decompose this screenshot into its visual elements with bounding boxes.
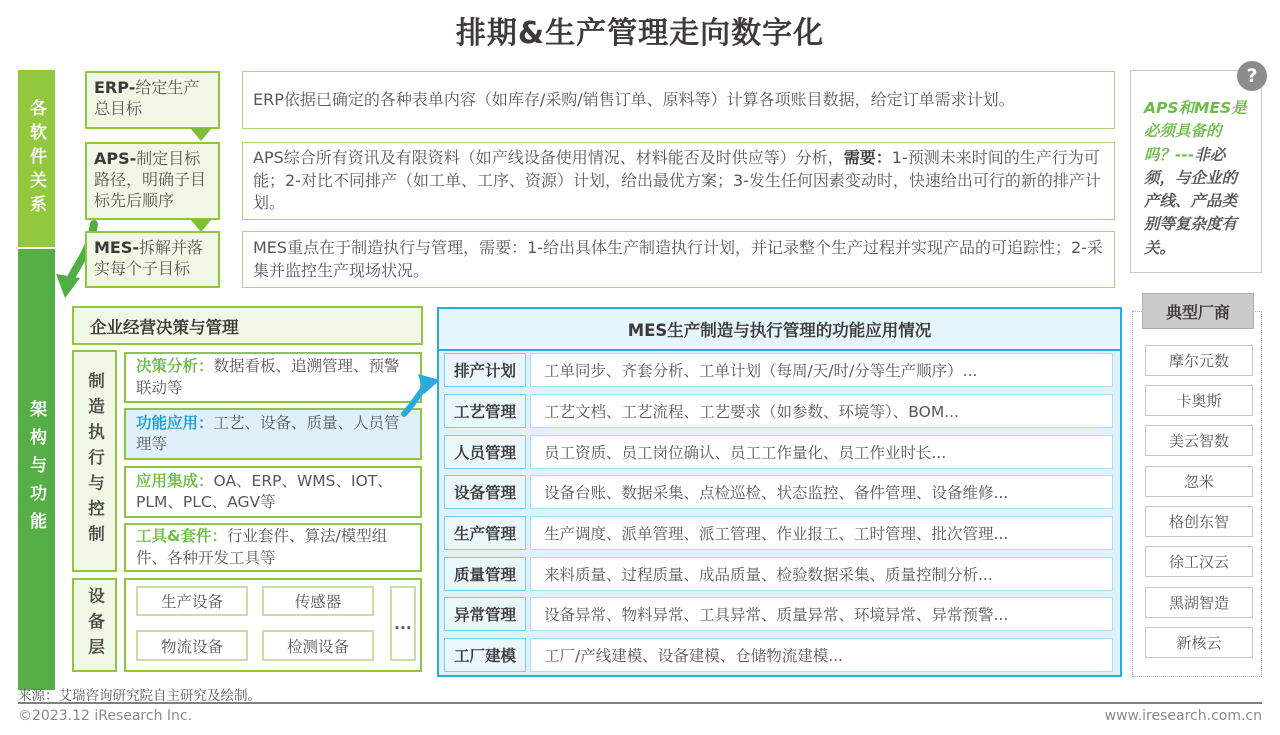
mes-label-text: 拆解并落实每个子目标	[94, 238, 204, 278]
vendor-item: 黑湖智造	[1145, 587, 1253, 618]
vendor-item: 新核云	[1145, 627, 1253, 658]
vendor-item: 卡奥斯	[1145, 385, 1253, 416]
vendor-item: 忽米	[1145, 466, 1253, 497]
mes-row-desc: 生产调度、派单管理、派工管理、作业报工、工时管理、批次管理...	[530, 516, 1113, 550]
mes-desc-box	[242, 231, 1115, 288]
erp-desc-text: ERP依据已确定的各种表单内容（如库存/采购/销售订单、原料等）计算各项账目数据，给定订单需求计划。	[253, 89, 1015, 109]
device-box: 检测设备	[262, 630, 374, 661]
question-icon: ?	[1237, 61, 1267, 91]
software-relations-bar: 各软件关系	[18, 70, 55, 247]
mes-desc-text: MES重点在于制造执行与管理，需要：1-给出具体生产制造执行计划，并记录整个生产过程并实现产品的可追踪性；2-采集并监控生产现场状况。	[253, 237, 1103, 280]
qa-question: APS和MES是必须具备的吗？---	[1144, 99, 1247, 164]
device-box: 传感器	[262, 586, 374, 616]
qa-answer: 非必须，与企业的产线、产品类别等复杂度有关。	[1144, 145, 1238, 257]
mes-row-label: 工厂建模	[444, 638, 526, 672]
triangle-down-icon	[190, 128, 212, 141]
erp-prefix: ERP-	[94, 78, 136, 97]
vendor-item: 摩尔元数	[1145, 345, 1253, 376]
layer-decision-analysis	[124, 352, 422, 403]
mes-row-label: 质量管理	[444, 557, 526, 591]
layer-desc: 数据看板、追溯管理、预警联动等	[136, 357, 400, 397]
vendor-item: 格创东智	[1145, 506, 1253, 537]
erp-label-text: 给定生产总目标	[94, 78, 200, 118]
mes-row-desc: 工艺文档、工艺流程、工艺要求（如参数、环境等）、BOM...	[530, 394, 1113, 428]
aps-desc-rest: 1-预测未来时间的生产行为可能；2-对比不同排产（如工单、工序、资源）计划，给出最优方案；3-发生任何因素变动时，快速给出可行的新的排产计划。	[253, 147, 1101, 213]
page-title: 排期&生产管理走向数字化	[455, 16, 825, 51]
erp-label-box	[85, 71, 220, 129]
mes-row-label: 人员管理	[444, 435, 526, 469]
vendor-item: 徐工汉云	[1145, 546, 1253, 577]
layer-desc: 行业套件、算法/模型组件、各种开发工具等	[136, 527, 388, 567]
aps-label-text: 制定目标路径，明确子目标先后顺序	[94, 149, 207, 210]
mes-row-desc: 员工资质、员工岗位确认、员工工作量化、员工作业时长...	[530, 435, 1113, 469]
aps-label-box	[85, 142, 220, 220]
device-box: 物流设备	[136, 630, 248, 661]
erp-desc-box	[242, 71, 1115, 129]
device-layer-label: 设备层	[72, 578, 117, 672]
layer-function-application	[124, 408, 422, 460]
mes-row-label: 排产计划	[444, 353, 526, 387]
aps-desc-bold: 需要：	[843, 147, 892, 167]
device-box: 生产设备	[136, 586, 248, 616]
mes-row-label: 生产管理	[444, 516, 526, 550]
aps-prefix: APS-	[94, 149, 137, 168]
layer-application-integration	[124, 466, 422, 518]
mes-row-desc: 来料质量、过程质量、成品质量、检验数据采集、质量控制分析...	[530, 557, 1113, 591]
footer-divider	[18, 702, 1262, 704]
mes-row-label: 设备管理	[444, 475, 526, 509]
mes-row-desc: 工厂/产线建模、设备建模、仓储物流建模...	[530, 638, 1113, 672]
layer-name: 决策分析：	[136, 357, 214, 376]
mes-prefix: MES-	[94, 238, 140, 257]
layer-tools-suites	[124, 523, 422, 572]
vendors-header: 典型厂商	[1142, 293, 1254, 329]
mes-label-box	[85, 231, 220, 288]
mes-row-desc: 工单同步、齐套分析、工单计划（每周/天/时/分等生产顺序）...	[530, 353, 1113, 387]
vendor-item: 美云智数	[1145, 425, 1253, 456]
layer-desc: OA、ERP、WMS、IOT、PLM、PLC、AGV等	[136, 471, 393, 511]
footer-source: 来源：艾瑞咨询研究院自主研究及绘制。	[18, 688, 261, 704]
management-header: 企业经营决策与管理	[72, 306, 423, 345]
execution-control-label: 制造执行与控制	[72, 350, 117, 572]
layer-name: 工具&套件：	[136, 527, 228, 546]
qa-note-box	[1130, 70, 1262, 273]
more-devices-ellipsis-icon: ...	[390, 586, 416, 661]
mes-row-label: 异常管理	[444, 597, 526, 631]
layer-desc: 工艺、设备、质量、人员管理等	[136, 413, 400, 453]
mes-table-header: MES生产制造与执行管理的功能应用情况	[439, 309, 1120, 351]
mes-row-label: 工艺管理	[444, 394, 526, 428]
architecture-functions-bar: 架构与功能	[18, 249, 55, 690]
footer-website: www.iresearch.com.cn	[1104, 708, 1262, 724]
mes-row-desc: 设备台账、数据采集、点检巡检、状态监控、备件管理、设备维修...	[530, 475, 1113, 509]
aps-desc-box	[242, 142, 1115, 220]
layer-name: 应用集成：	[136, 471, 214, 490]
mes-row-desc: 设备异常、物料异常、工具异常、质量异常、环境异常、异常预警...	[530, 597, 1113, 631]
footer-copyright: ©2023.12 iResearch Inc.	[18, 708, 193, 724]
aps-desc-text: APS综合所有资讯及有限资料（如产线设备使用情况、材料能否及时供应等）分析，	[253, 147, 844, 167]
layer-name: 功能应用：	[136, 413, 214, 432]
